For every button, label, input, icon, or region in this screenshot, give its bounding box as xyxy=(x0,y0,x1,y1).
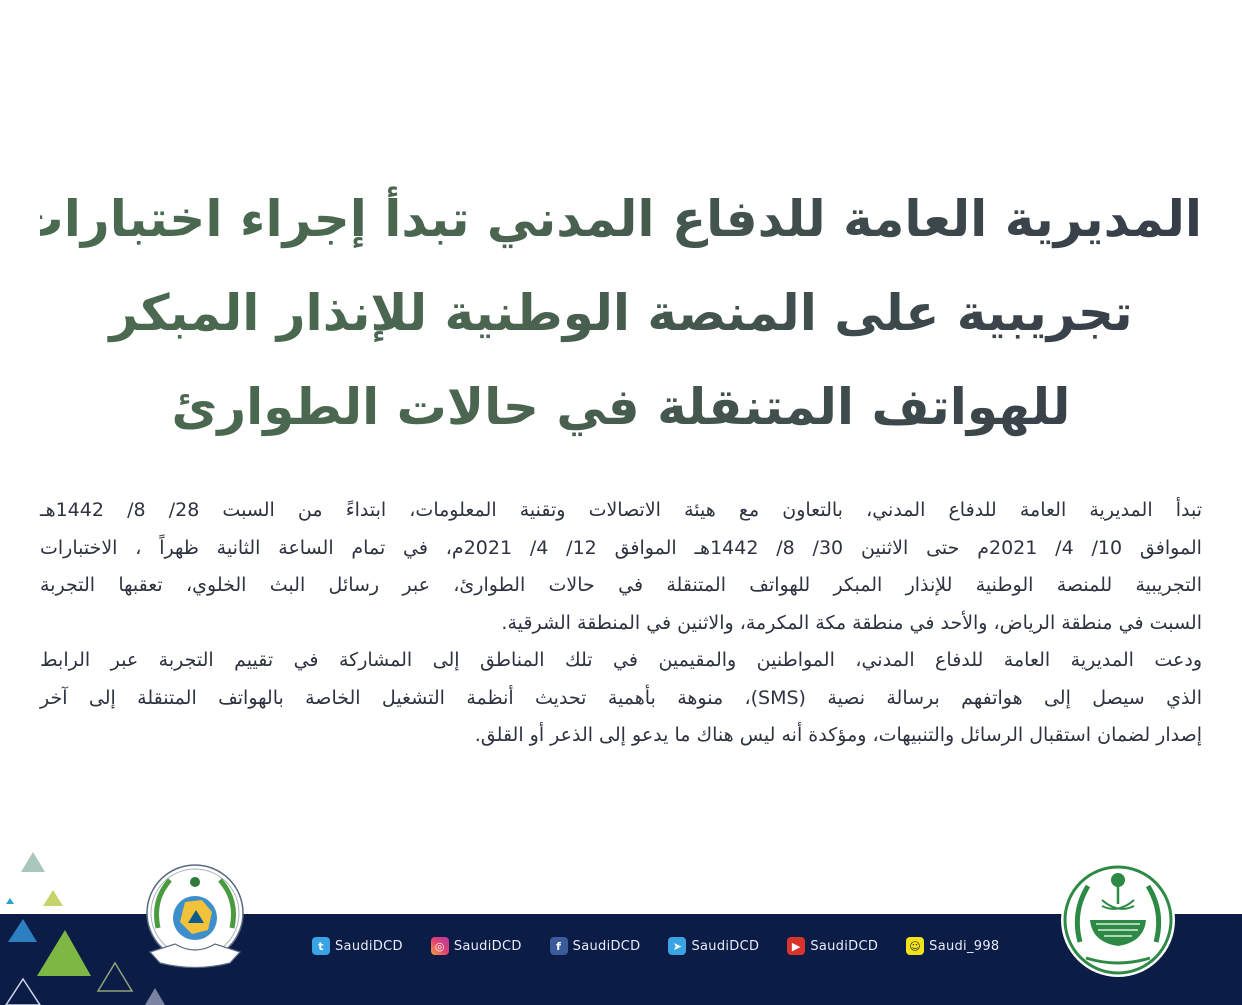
snapchat-icon: ☺ xyxy=(906,937,924,955)
body-line-3: التجريبية للمنصة الوطنية للإنذار المبكر للهواتف المتنقلة في حالات الطوارئ، عبر رسائل البث الخلوي، تعقبها التجربة xyxy=(40,574,1202,596)
social-instagram[interactable] xyxy=(431,937,522,955)
social-handle: SaudiDCD xyxy=(335,938,403,954)
headline-line-1: المديرية العامة للدفاع المدني تبدأ إجراء اختبارات xyxy=(13,190,1202,248)
headline xyxy=(13,172,1202,454)
body-line-7: إصدار لضمان استقبال الرسائل والتنبيهات، ومؤكدة أنه ليس هناك ما يدعو إلى الذعر أو القلق. xyxy=(474,724,1202,746)
body-line-2: الموافق 10/ 4/ 2021م حتى الاثنين 30/ 8/ 1442هـ الموافق 12/ 4/ 2021م، في تمام الساعة الثانية ظهراً ، الاختبارات xyxy=(40,536,1202,559)
social-telegram[interactable] xyxy=(668,937,759,955)
social-handle: SaudiDCD xyxy=(691,938,760,954)
social-youtube[interactable] xyxy=(787,937,878,955)
social-twitter[interactable] xyxy=(312,937,403,955)
social-handle: SaudiDCD xyxy=(810,938,879,954)
body-line-6: الذي سيصل إلى هواتفهم برسالة نصية (SMS)، منوهة بأهمية تحديث أنظمة التشغيل الخاصة بالهواتف المتنقلة إلى آخر xyxy=(40,686,1202,709)
headline-line-3: للهواتف المتنقلة في حالات الطوارئ xyxy=(171,378,1071,436)
youtube-icon: ▶ xyxy=(787,937,805,955)
instagram-icon: ◎ xyxy=(431,937,449,955)
social-handle: SaudiDCD xyxy=(453,938,522,954)
civil-defense-emblem-icon xyxy=(130,860,265,980)
headline-line-2: تجريبية على المنصة الوطنية للإنذار المبكر xyxy=(109,284,1133,342)
body-line-4: السبت في منطقة الرياض، والأحد في منطقة مكة المكرمة، والاثنين في المنطقة الشرقية. xyxy=(501,611,1202,634)
social-handle: SaudiDCD xyxy=(572,938,641,954)
social-facebook[interactable] xyxy=(550,937,641,955)
body-line-5: ودعت المديرية العامة للدفاع المدني، المواطنين والمقيمين في تلك المناطق إلى المشاركة في تقييم التجربة عبر الرابط xyxy=(40,649,1202,671)
announcement-body xyxy=(40,492,1202,755)
social-links xyxy=(312,933,1027,959)
social-handle: Saudi_998 xyxy=(929,938,1000,954)
ministry-of-interior-emblem-icon xyxy=(1058,862,1178,980)
facebook-icon: f xyxy=(550,937,568,955)
body-line-1: تبدأ المديرية العامة للدفاع المدني، بالتعاون مع هيئة الاتصالات وتقنية المعلومات، ابتداءً من السبت 28/ 8/ 1442هـ xyxy=(40,499,1202,521)
social-snapchat[interactable] xyxy=(906,937,999,955)
telegram-icon: ➤ xyxy=(668,937,686,955)
twitter-icon: t xyxy=(312,937,330,955)
